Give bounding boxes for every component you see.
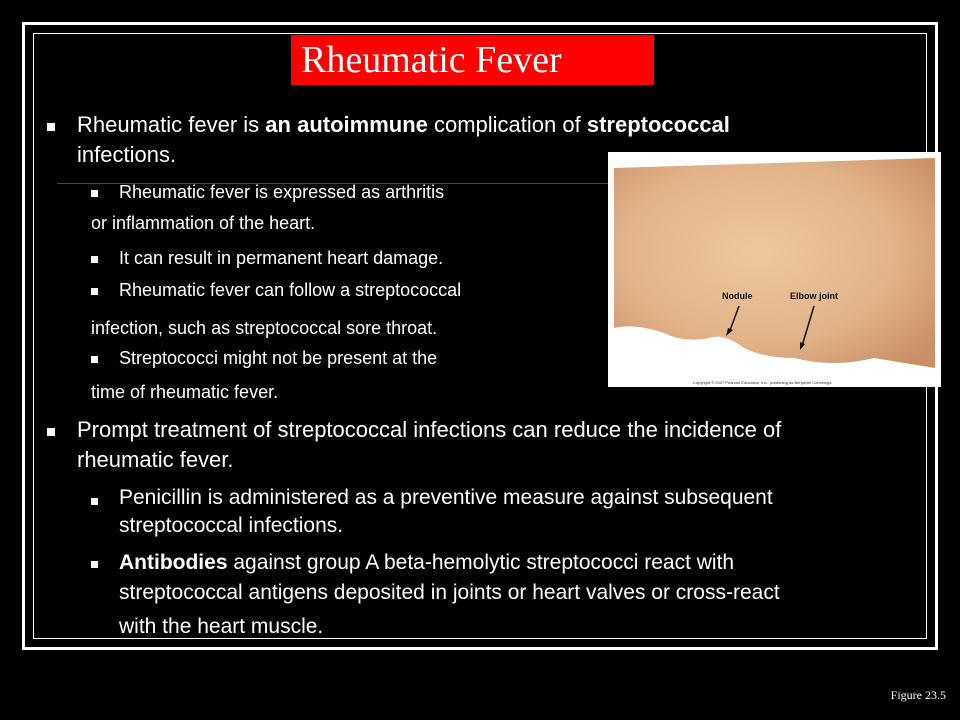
bullet-1-line-1: Rheumatic fever is an autoimmune complication of streptococcal <box>77 112 730 137</box>
elbow-photo <box>608 152 941 387</box>
sub-bullet-marker <box>91 561 98 568</box>
bullet-marker <box>47 123 55 131</box>
bullet-2-line-2: rheumatic fever. <box>77 447 234 472</box>
bullet-2-line-1: Prompt treatment of streptococcal infections can reduce the incidence of <box>77 417 782 442</box>
sub-bullet-6-line-1: Antibodies against group A beta-hemolytic streptococci react with <box>119 551 735 574</box>
sub-bullet-marker <box>91 288 98 295</box>
sub-bullet-4-line-2: time of rheumatic fever. <box>91 382 279 402</box>
sub-bullet-6-line-2: streptococcal antigens deposited in joints or heart valves or cross-react <box>119 581 780 604</box>
sub-bullet-marker <box>91 356 98 363</box>
photo-label-nodule: Nodule <box>722 291 753 301</box>
elbow-illustration <box>614 158 935 378</box>
sub-bullet-marker <box>91 256 98 263</box>
sub-bullet-1-line-1: Rheumatic fever is expressed as arthritis <box>119 182 445 202</box>
photo-copyright: Copyright © 2007 Pearson Education, Inc., publishing as Benjamin Cummings. <box>693 380 833 385</box>
slide-title: Rheumatic Fever <box>301 39 562 81</box>
sub-bullet-6-line-3: with the heart muscle. <box>119 615 324 638</box>
sub-bullet-4-line-1: Streptococci might not be present at the <box>119 348 438 368</box>
title-box <box>291 35 654 85</box>
sub-bullet-marker <box>91 190 98 197</box>
sub-bullet-2-line-1: It can result in permanent heart damage. <box>119 248 444 268</box>
bullet-marker <box>47 428 55 436</box>
sub-bullet-5-line-1: Penicillin is administered as a preventive measure against subsequent <box>119 486 773 509</box>
sub-bullet-1-line-2: or inflammation of the heart. <box>91 213 316 233</box>
photo-label-elbow-joint: Elbow joint <box>790 291 838 301</box>
bullet-1-line-2: infections. <box>77 142 177 167</box>
sub-bullet-5-line-2: streptococcal infections. <box>119 514 344 537</box>
elbow-photo-image <box>614 158 935 378</box>
sub-bullet-3-line-1: Rheumatic fever can follow a streptococcal <box>119 280 462 300</box>
sub-bullet-marker <box>91 498 98 505</box>
figure-label: Figure 23.5 <box>890 688 946 702</box>
sub-bullet-3-line-2: infection, such as streptococcal sore throat. <box>91 318 438 338</box>
